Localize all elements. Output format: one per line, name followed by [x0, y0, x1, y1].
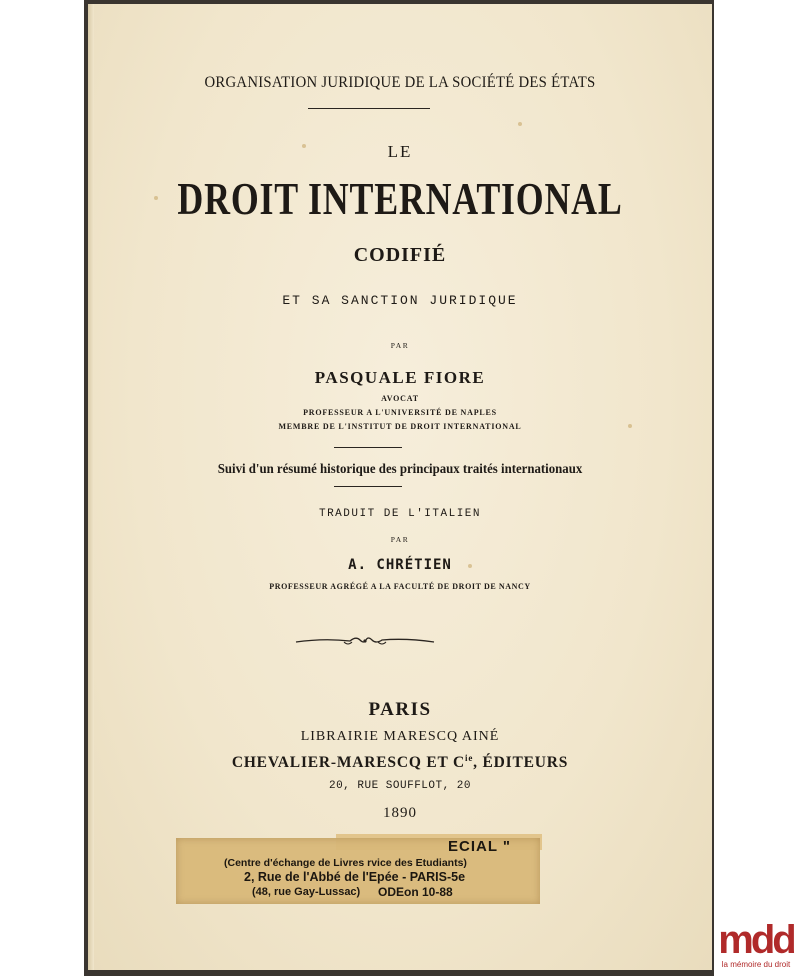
author-role: AVOCAT	[381, 394, 419, 403]
mdd-logo-mark: mdd	[718, 918, 794, 962]
publisher-name: CHEVALIER-MARESCQ ET C	[231, 754, 466, 772]
subtitle: ET SA SANCTION JURIDIQUE	[282, 293, 518, 308]
publisher-line-1: LIBRAIRIE MARESCQ AINÉ	[300, 729, 500, 744]
ornament-divider-icon	[294, 632, 436, 650]
author-role: MEMBRE DE L'INSTITUT DE DROIT INTERNATIONAL	[278, 422, 522, 431]
publisher-address: 20, RUE SOUFFLOT, 20	[328, 780, 472, 792]
mdd-logo-tagline: la mémoire du droit	[721, 960, 791, 969]
translator-name: A. CHRÉTIEN	[348, 557, 452, 573]
sticker-line-3-right: ODEon 10-88	[378, 885, 453, 899]
sticker-line-1: (Centre d'échange de Livres rvice des Etudiants)	[224, 857, 467, 869]
mdd-logo	[716, 920, 796, 970]
main-title-line2: CODIFIÉ	[353, 244, 447, 266]
series-title: ORGANISATION JURIDIQUE DE LA SOCIÉTÉ DES ÉTATS	[204, 74, 596, 91]
publisher-suffix: , ÉDITEURS	[473, 754, 569, 772]
translation-note: TRADUIT DE L'ITALIEN	[318, 508, 482, 520]
sticker-line-3-left: (48, rue Gay-Lussac)	[252, 886, 361, 898]
publisher-superscript: ie	[465, 753, 474, 763]
sticker-line-2: 2, Rue de l'Abbé de l'Epée - PARIS-5e	[244, 870, 466, 884]
rule-2	[334, 447, 402, 448]
translator-role: PROFESSEUR AGRÉGÉ A LA FACULTÉ DE DROIT DE NANCY	[269, 582, 531, 591]
rule-3	[334, 486, 402, 487]
by-label: PAR	[390, 341, 410, 350]
author-name: PASQUALE FIORE	[314, 368, 486, 387]
sticker-heading: ECIAL "	[448, 838, 512, 855]
title-article: LE	[387, 142, 413, 161]
main-title: DROIT INTERNATIONAL	[177, 173, 623, 224]
paper-stain	[518, 122, 522, 126]
title-page	[88, 4, 712, 970]
supplement-note: Suivi d'un résumé historique des principaux traités internationaux	[217, 461, 583, 476]
author-role: PROFESSEUR A L'UNIVERSITÉ DE NAPLES	[303, 408, 497, 417]
publication-year: 1890	[383, 805, 417, 821]
by-label: PAR	[390, 535, 410, 544]
rule-1	[308, 108, 430, 109]
publisher-line-2	[88, 753, 712, 772]
publication-city: PARIS	[368, 699, 432, 720]
